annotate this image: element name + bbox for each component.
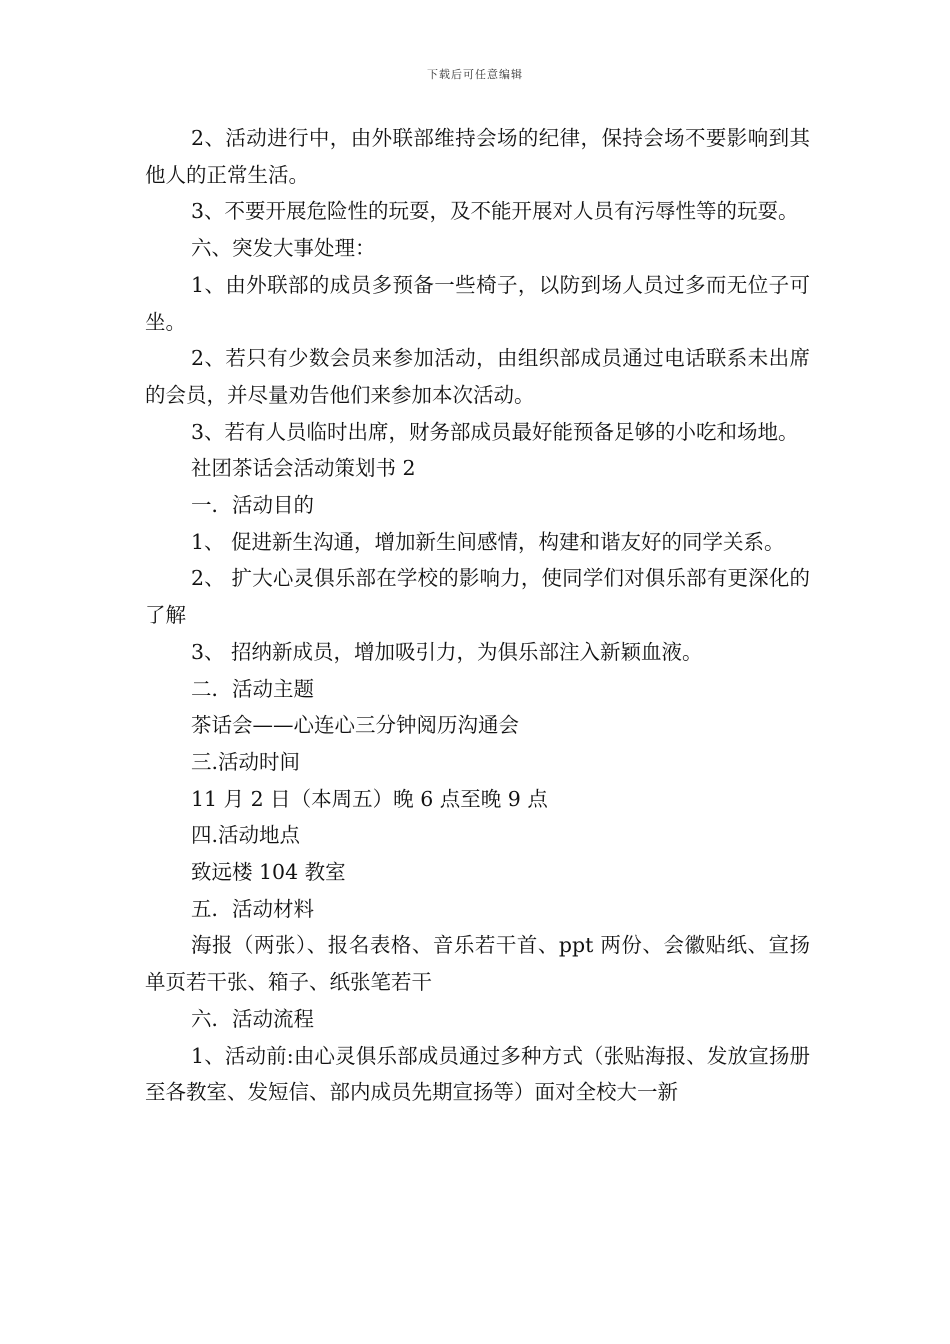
section-heading: 四.活动地点 <box>191 823 301 848</box>
document-title: 社团茶话会活动策划书 2 <box>191 456 416 481</box>
section-heading: 二．活动主题 <box>191 676 314 701</box>
document-body <box>145 120 810 1111</box>
paragraph: 3、不要开展危险性的玩耍，及不能开展对人员有污辱性等的玩耍。 <box>191 199 799 224</box>
section-heading: 六、突发大事处理： <box>191 236 376 261</box>
paragraph: 海报（两张）、报名表格、音乐若干首、ppt 两份、会徽贴纸、宣扬单页若干张、箱子、纸张笔若干 <box>145 933 810 995</box>
paragraph: 1、 促进新生沟通，增加新生间感情，构建和谐友好的同学关系。 <box>191 529 785 554</box>
paragraph: 2、 扩大心灵俱乐部在学校的影响力，使同学们对俱乐部有更深化的了解 <box>145 566 810 628</box>
section-heading: 五．活动材料 <box>191 896 314 921</box>
paragraph: 1、活动前:由心灵俱乐部成员通过多种方式（张贴海报、发放宣扬册至各教室、发短信、部内成员先期宣扬等）面对全校大一新 <box>145 1043 810 1105</box>
paragraph: 致远楼 104 教室 <box>191 860 346 885</box>
paragraph: 1、由外联部的成员多预备一些椅子，以防到场人员过多而无位子可坐。 <box>145 272 810 334</box>
paragraph: 11 月 2 日（本周五）晚 6 点至晚 9 点 <box>191 786 548 811</box>
paragraph: 茶话会——心连心三分钟阅历沟通会 <box>191 713 519 738</box>
page-header: 下载后可任意编辑 <box>427 68 523 81</box>
section-heading: 六．活动流程 <box>191 1006 314 1031</box>
paragraph: 2、若只有少数会员来参加活动，由组织部成员通过电话联系未出席的会员，并尽量劝告他们来参加本次活动。 <box>145 346 810 407</box>
paragraph: 2、活动进行中，由外联部维持会场的纪律，保持会场不要影响到其他人的正常生活。 <box>145 126 810 187</box>
section-heading: 一．活动目的 <box>191 493 314 518</box>
paragraph: 3、若有人员临时出席，财务部成员最好能预备足够的小吃和场地。 <box>191 419 799 444</box>
section-heading: 三.活动时间 <box>191 749 301 774</box>
paragraph: 3、 招纳新成员，增加吸引力，为俱乐部注入新颖血液。 <box>191 639 703 664</box>
